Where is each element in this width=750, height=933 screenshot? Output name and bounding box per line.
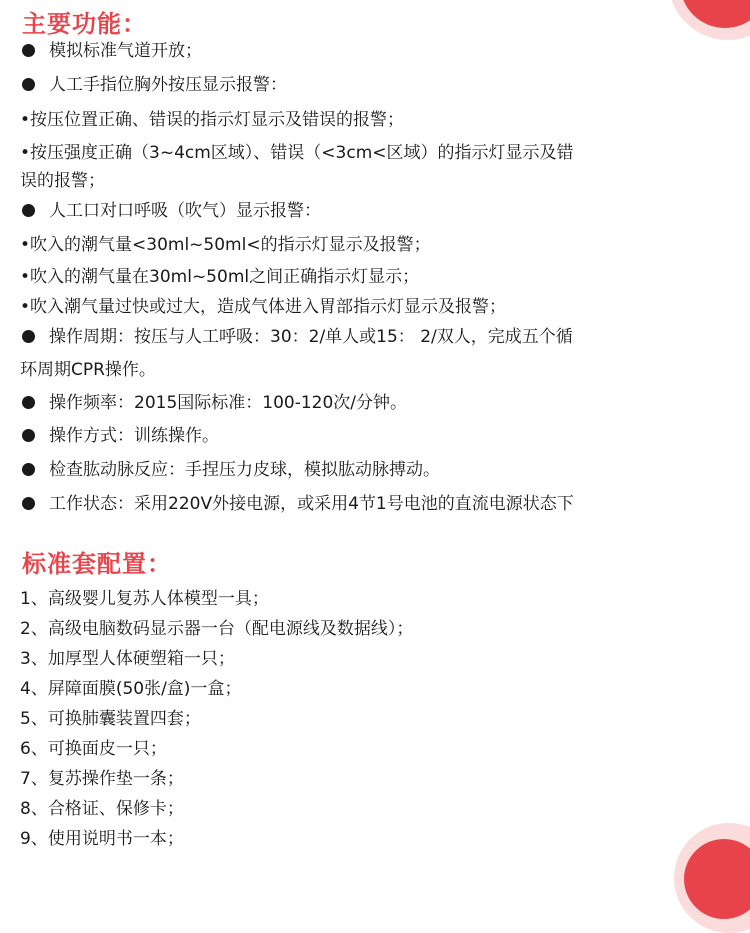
function-line-text: 环周期CPR操作。 <box>20 360 156 380</box>
function-line <box>22 322 672 352</box>
standard-config-heading: 标准套配置： <box>22 550 172 578</box>
function-line <box>22 388 672 418</box>
main-functions-heading: 主要功能： <box>22 10 147 38</box>
config-item: 8、合格证、保修卡； <box>20 799 184 819</box>
function-line <box>22 421 672 451</box>
function-line-text: 操作频率：2015国际标准：100-120次/分钟。 <box>49 393 408 413</box>
function-line-text: 人工口对口呼吸（吹气）显示报警： <box>49 201 321 221</box>
bullet-dot-icon <box>22 78 35 91</box>
function-line-text: •吹入潮气量过快或过大，造成气体进入胃部指示灯显示及报警； <box>20 297 507 317</box>
function-line <box>20 262 670 292</box>
function-line <box>22 36 672 66</box>
bullet-dot-icon <box>22 204 35 217</box>
function-line-text: •按压强度正确（3~4cm区域）、错误（<3cm<区域）的指示灯显示及错 <box>20 143 574 163</box>
function-line-text: •按压位置正确、错误的指示灯显示及错误的报警； <box>20 110 405 130</box>
bullet-dot-icon <box>22 44 35 57</box>
function-line-text: 检查肱动脉反应：手捏压力皮球，模拟肱动脉搏动。 <box>49 460 440 480</box>
config-item: 9、使用说明书一本； <box>20 829 184 849</box>
function-line <box>20 292 670 322</box>
config-item: 4、屏障面膜(50张/盒)一盒； <box>20 679 242 699</box>
bullet-dot-icon <box>22 429 35 442</box>
function-line <box>22 455 672 485</box>
config-item: 6、可换面皮一只； <box>20 739 167 759</box>
config-item: 3、加厚型人体硬塑箱一只； <box>20 649 235 669</box>
function-line <box>20 166 670 196</box>
function-line <box>22 70 672 100</box>
function-line <box>22 489 672 519</box>
function-line-text: •吹入的潮气量在30ml~50ml之间正确指示灯显示； <box>20 267 420 287</box>
function-line-text: 工作状态：采用220V外接电源，或采用4节1号电池的直流电源状态下 <box>49 494 574 514</box>
config-item: 1、高级婴儿复苏人体模型一具； <box>20 589 269 609</box>
function-line-text: 误的报警； <box>20 171 105 191</box>
function-line-text: 操作方式：训练操作。 <box>49 426 219 446</box>
function-line <box>20 230 670 260</box>
config-item: 7、复苏操作垫一条； <box>20 769 184 789</box>
config-item: 2、高级电脑数码显示器一台（配电源线及数据线）； <box>20 619 414 639</box>
function-line <box>22 196 672 226</box>
bullet-dot-icon <box>22 463 35 476</box>
config-item: 5、可换肺囊装置四套； <box>20 709 201 729</box>
function-line-text: 模拟标准气道开放； <box>49 41 202 61</box>
bullet-dot-icon <box>22 396 35 409</box>
bullet-dot-icon <box>22 497 35 510</box>
function-line <box>20 355 670 385</box>
function-line-text: 操作周期：按压与人工呼吸：30：2/单人或15： 2/双人，完成五个循 <box>49 327 573 347</box>
function-line-text: 人工手指位胸外按压显示报警： <box>49 75 287 95</box>
function-line-text: •吹入的潮气量<30ml~50ml<的指示灯显示及报警； <box>20 235 431 255</box>
bullet-dot-icon <box>22 330 35 343</box>
function-line <box>20 138 670 168</box>
function-line <box>20 105 670 135</box>
